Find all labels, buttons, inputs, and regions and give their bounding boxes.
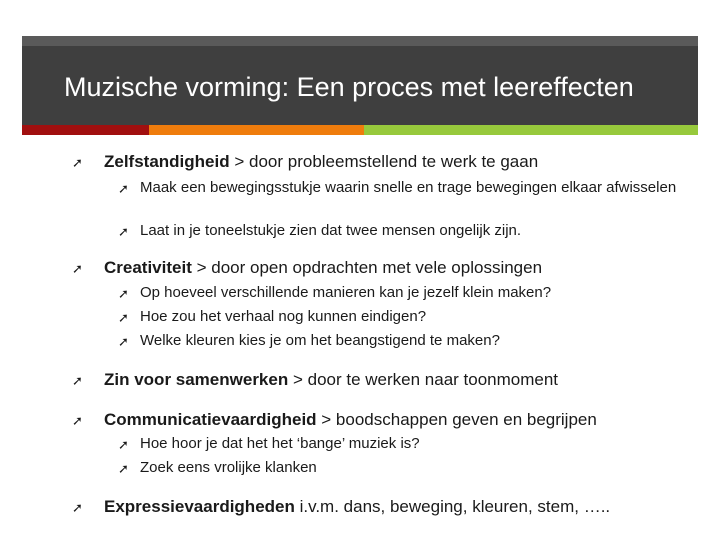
list-item-rest: > door open opdrachten met vele oplossingen: [191, 258, 543, 277]
sub-item-text: Hoe zou het verhaal nog kunnen eindigen?: [140, 308, 427, 325]
list-item-strong: Zelfstandigheid: [104, 152, 230, 171]
list-item-text: [104, 370, 558, 390]
list-item-text: [104, 497, 610, 517]
list-item-strong: Expressievaardigheden: [104, 497, 295, 516]
sub-item-text: Zoek eens vrolijke klanken: [140, 459, 317, 476]
arrow-bullet-icon: ➚: [72, 413, 83, 428]
list-item-rest: > boodschappen geven en begrijpen: [316, 410, 597, 429]
slide-title: Muzische vorming: Een proces met leereffecten: [64, 72, 634, 102]
arrow-bullet-icon: ➚: [118, 461, 129, 476]
arrow-bullet-icon: ➚: [118, 224, 129, 239]
arrow-bullet-icon: ➚: [118, 310, 129, 325]
arrow-bullet-icon: ➚: [72, 261, 83, 276]
arrow-bullet-icon: ➚: [118, 437, 129, 452]
arrow-bullet-icon: ➚: [72, 155, 83, 170]
list-item-strong: Communicatievaardigheid: [104, 410, 317, 429]
list-item-text: [104, 152, 538, 172]
list-item-rest: i.v.m. dans, beweging, kleuren, stem, …..: [294, 497, 611, 516]
list-item-rest: > door te werken naar toonmoment: [288, 370, 559, 389]
list-item-strong: Creativiteit: [104, 258, 192, 277]
sub-item-text: Laat in je toneelstukje zien dat twee mensen ongelijk zijn.: [140, 222, 522, 239]
arrow-bullet-icon: ➚: [118, 286, 129, 301]
arrow-bullet-icon: ➚: [118, 334, 129, 349]
list-item-text: [104, 410, 597, 430]
arrow-bullet-icon: ➚: [72, 373, 83, 388]
list-item-rest: > door probleemstellend te werk te gaan: [229, 152, 539, 171]
arrow-bullet-icon: ➚: [72, 500, 83, 515]
list-item-text: [104, 258, 542, 278]
arrow-bullet-icon: ➚: [118, 181, 129, 196]
sub-item-text: Op hoeveel verschillende manieren kan je jezelf klein maken?: [140, 284, 552, 301]
list-item-strong: Zin voor samenwerken: [104, 370, 289, 389]
sub-item-text: Welke kleuren kies je om het beangstigend te maken?: [140, 332, 500, 349]
sub-item-text: Maak een bewegingsstukje waarin snelle en trage bewegingen elkaar afwisselen: [140, 179, 677, 196]
sub-item-text: Hoe hoor je dat het het ‘bange’ muziek is?: [140, 435, 420, 452]
